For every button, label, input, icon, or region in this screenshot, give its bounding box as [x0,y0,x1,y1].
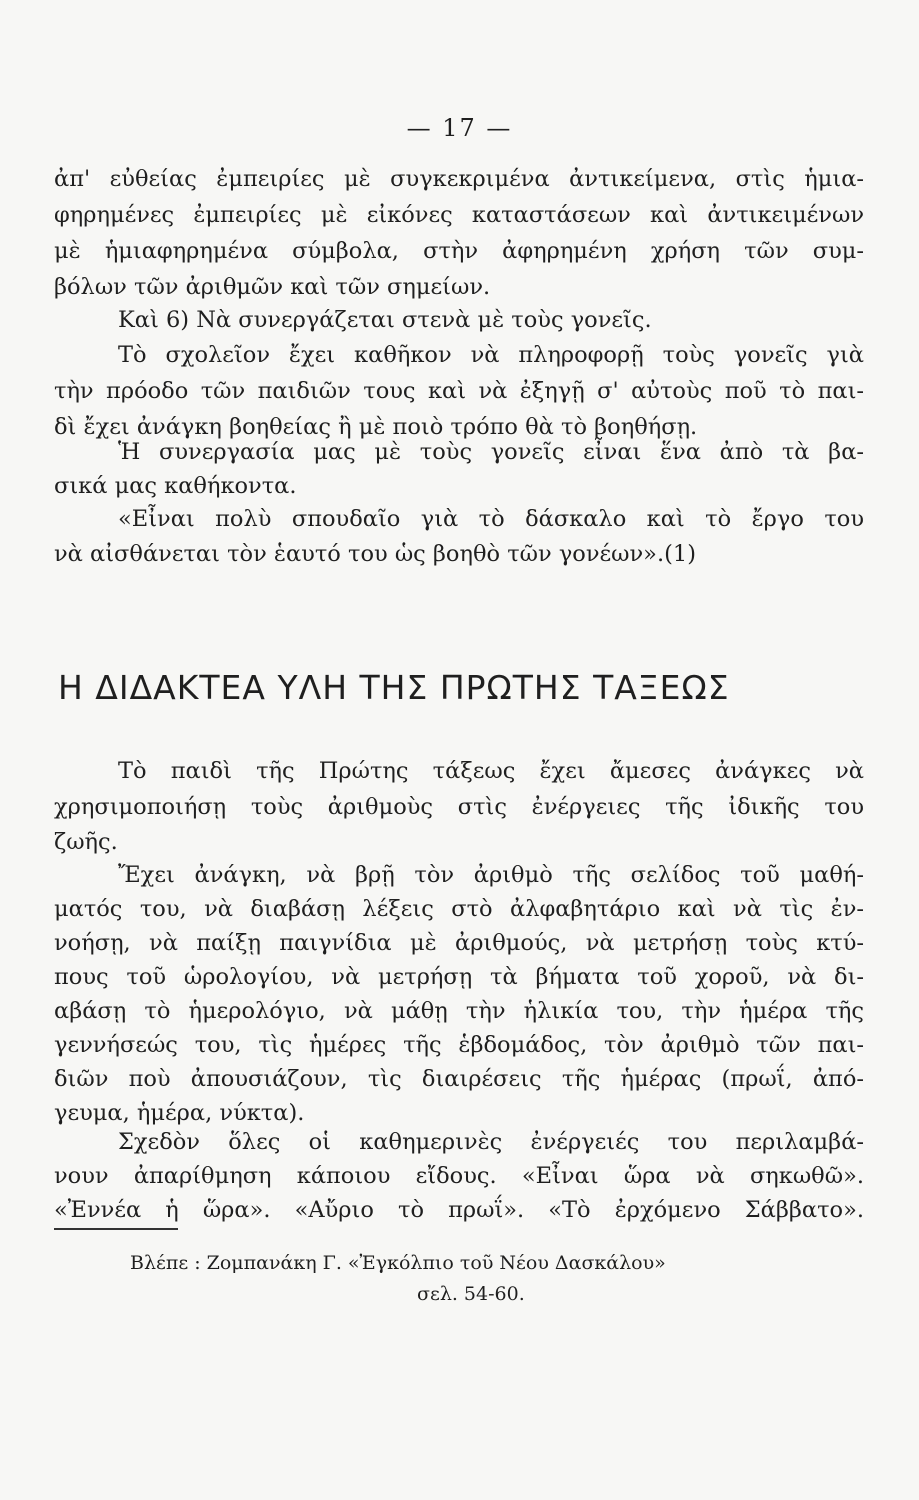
page-number: — 17 — [406,114,513,142]
footnote-line: σελ. 54-60. [417,1283,525,1305]
text-line: ματός του, νὰ διαβάσῃ λέξεις στὸ ἀλφαβητάριο καὶ νὰ τὶς ἐν- [54,896,864,922]
text-line: γεννήσεώς του, τὶς ἡμέρες τῆς ἑβδομάδος, τὸν ἀριθμὸ τῶν παι- [54,1032,864,1058]
text-line: δὶ ἔχει ἀνάγκη βοηθείας ἢ μὲ ποιὸ τρόπο θὰ τὸ βοηθήσῃ. [54,414,698,440]
text-line: σικά μας καθήκοντα. [54,473,297,499]
text-line: Ἔχει ἀνάγκη, νὰ βρῇ τὸν ἀριθμὸ τῆς σελίδος τοῦ μαθή- [118,862,864,888]
text-line: γευμα, ἡμέρα, νύκτα). [54,1100,305,1126]
text-line: χρησιμοποιήσῃ τοὺς ἀριθμοὺς στὶς ἐνέργειες τῆς ἰδικῆς του [54,794,864,820]
text-line: νὰ αἰσθάνεται τὸν ἑαυτό του ὡς βοηθὸ τῶν γονέων».(1) [54,541,696,567]
text-line: Ἡ συνεργασία μας μὲ τοὺς γονεῖς εἶναι ἕνα ἀπὸ τὰ βα- [118,439,864,465]
text-line: διῶν ποὺ ἀπουσιάζουν, τὶς διαιρέσεις τῆς ἡμέρας (πρωΐ, ἀπό- [54,1066,864,1092]
footnote-line: Βλέπε : Ζομπανάκη Γ. «Ἐγκόλπιο τοῦ Νέου Δασκάλου» [130,1252,666,1274]
text-line: «Ἐννέα ἡ ὥρα». «Αὔριο τὸ πρωΐ». «Τὸ ἐρχόμενο Σάββατο». [54,1197,864,1223]
text-line: μὲ ἡμιαφηρημένα σύμβολα, στὴν ἀφηρημένη χρήση τῶν συμ- [54,238,864,264]
text-line: αβάσῃ τὸ ἡμερολόγιο, νὰ μάθῃ τὴν ἡλικία του, τὴν ἡμέρα τῆς [54,998,864,1024]
text-line: τὴν πρόοδο τῶν παιδιῶν τους καὶ νὰ ἐξηγῇ σ' αὐτοὺς ποῦ τὸ παι- [54,378,864,404]
text-line: «Εἶναι πολὺ σπουδαῖο γιὰ τὸ δάσκαλο καὶ τὸ ἔργο του [118,506,864,532]
section-heading: Η ΔΙΔΑΚΤΕΑ ΥΛΗ ΤΗΣ ΠΡΩΤΗΣ ΤΑΞΕΩΣ [58,668,730,707]
text-line: φηρημένες ἐμπειρίες μὲ εἰκόνες καταστάσεων καὶ ἀντικειμένων [54,202,864,228]
text-line: πους τοῦ ὡρολογίου, νὰ μετρήσῃ τὰ βήματα τοῦ χοροῦ, νὰ δι- [54,964,864,990]
text-line: νουν ἀπαρίθμηση κάποιου εἴδους. «Εἶναι ὥρα νὰ σηκωθῶ». [54,1163,864,1189]
text-line: ζωῆς. [54,829,118,855]
text-line: Τὸ παιδὶ τῆς Πρώτης τάξεως ἔχει ἄμεσες ἀνάγκες νὰ [118,758,864,784]
text-line: ἀπ' εὐθείας ἐμπειρίες μὲ συγκεκριμένα ἀντικείμενα, στὶς ἡμια- [54,166,864,192]
text-line: Τὸ σχολεῖον ἔχει καθῆκον νὰ πληροφορῇ τοὺς γονεῖς γιὰ [118,342,864,368]
text-line: νοήσῃ, νὰ παίξῃ παιγνίδια μὲ ἀριθμούς, νὰ μετρήσῃ τοὺς κτύ- [54,930,864,956]
text-line: Καὶ 6) Νὰ συνεργάζεται στενὰ μὲ τοὺς γονεῖς. [118,307,652,333]
text-line: Σχεδὸν ὅλες οἱ καθημερινὲς ἐνέργειές του περιλαμβά- [118,1129,864,1155]
footnote-rule [54,1228,178,1230]
text-line: βόλων τῶν ἀριθμῶν καὶ τῶν σημείων. [54,274,491,300]
